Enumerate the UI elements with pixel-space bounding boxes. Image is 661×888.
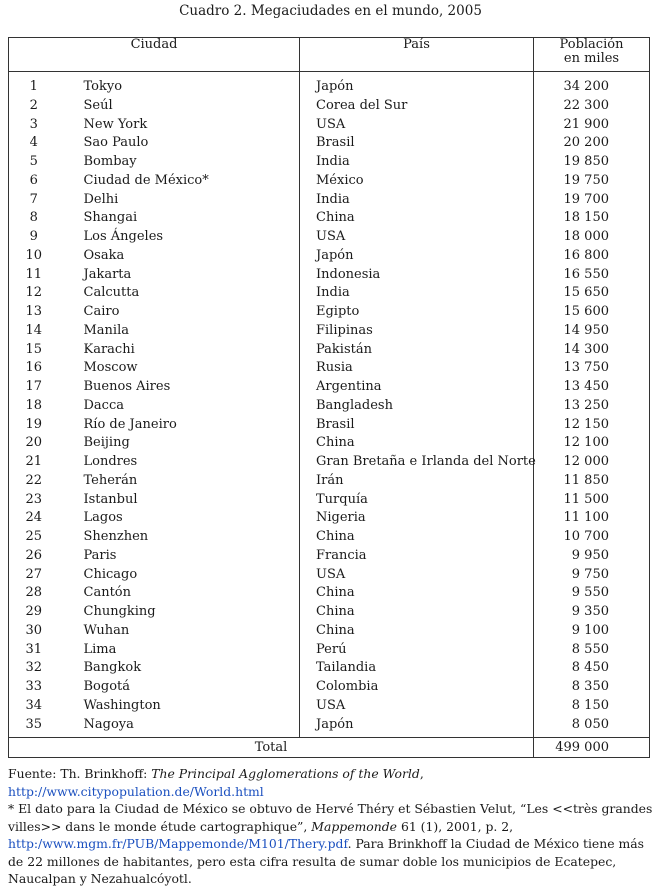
city-cell: Tokyo [83,79,123,94]
table-row [9,697,650,716]
population-cell: 9 750 [534,566,650,585]
city-cell: Beijing [83,435,130,451]
column-header-country: País [300,38,534,72]
city-cell: Wuhan [83,622,130,638]
city-cell: Londres [83,454,138,469]
city-cell: Karachi [83,341,135,357]
rank-cell: 30 [9,622,73,641]
population-cell: 8 550 [534,641,650,660]
population-cell: 15 600 [534,303,650,322]
note-text-1: * El dato para la Ciudad de México se obtuvo de Hervé Théry et Sébastien Velut, “Les <<très grandes villes>> dans le monde étude cartographique”, [8,801,653,834]
country-cell: Perú [300,641,534,660]
total-label: Total [9,738,534,758]
city-cell: Buenos Aires [83,379,171,394]
population-cell: 18 150 [534,209,650,228]
table-row [9,397,650,416]
country-cell: USA [300,228,534,247]
source-prefix: Fuente: Th. Brinkhoff: [8,766,152,781]
rank-cell: 32 [9,659,73,678]
population-cell: 19 750 [534,172,650,191]
table-row [9,209,650,228]
rank-cell: 21 [9,453,73,472]
population-cell: 9 550 [534,584,650,603]
table-row [9,434,650,453]
country-cell: USA [300,116,534,135]
rank-cell: 5 [9,153,73,172]
population-cell: 12 150 [534,416,650,435]
table-row [9,172,650,191]
country-cell: Pakistán [300,341,534,360]
table-row [9,247,650,266]
rank-cell: 11 [9,266,73,285]
country-cell: Egipto [300,303,534,322]
rank-cell: 34 [9,697,73,716]
rank-cell: 28 [9,584,73,603]
population-cell: 8 050 [534,716,650,738]
city-cell: Shenzhen [83,529,149,544]
source-note [8,765,653,800]
total-row [9,738,650,758]
population-cell: 19 850 [534,153,650,172]
table-row [9,303,650,322]
table-row [9,97,650,116]
rank-cell: 18 [9,397,73,416]
rank-cell: 25 [9,528,73,547]
table-row [9,134,650,153]
country-cell: Turquía [300,491,534,510]
population-cell: 19 700 [534,191,650,210]
population-cell: 21 900 [534,116,650,135]
table-row [9,378,650,397]
population-cell: 16 550 [534,266,650,285]
population-cell: 13 250 [534,397,650,416]
table-row [9,284,650,303]
column-header-city: Ciudad [9,38,300,72]
country-cell: Filipinas [300,322,534,341]
population-cell: 12 100 [534,434,650,453]
city-cell: Seúl [83,97,113,113]
country-cell: China [300,434,534,453]
population-cell: 18 000 [534,228,650,247]
city-cell: Teherán [83,472,138,488]
header-row [9,38,650,72]
table-row [9,416,650,435]
population-cell: 12 000 [534,453,650,472]
rank-cell: 3 [9,116,73,135]
population-cell: 9 100 [534,622,650,641]
country-cell: China [300,584,534,603]
country-cell: Gran Bretaña e Irlanda del Norte [300,453,534,472]
table-row [9,622,650,641]
country-cell: Rusia [300,359,534,378]
table-row [9,659,650,678]
population-cell: 8 150 [534,697,650,716]
table-row [9,491,650,510]
rank-cell: 33 [9,678,73,697]
city-cell: Shangai [83,210,138,226]
table-row [9,341,650,360]
rank-cell: 26 [9,547,73,566]
rank-cell: 29 [9,603,73,622]
population-cell: 8 450 [534,659,650,678]
table-row [9,453,650,472]
table-row [9,528,650,547]
population-cell: 11 500 [534,491,650,510]
city-cell: Los Ángeles [83,229,164,244]
total-value: 499 000 [534,738,650,758]
country-cell: Japón [300,72,534,97]
country-cell: Bangladesh [300,397,534,416]
rank-cell: 24 [9,509,73,528]
population-cell: 14 950 [534,322,650,341]
note-link[interactable]: http:/www.mgm.fr/PUB/Mappemonde/M101/Thery.pdf [8,836,348,851]
rank-cell: 31 [9,641,73,660]
population-cell: 10 700 [534,528,650,547]
table-row [9,228,650,247]
city-cell: Nagoya [83,716,134,732]
table-row [9,603,650,622]
country-cell: China [300,603,534,622]
country-cell: Nigeria [300,509,534,528]
rank-cell: 8 [9,209,73,228]
population-cell: 22 300 [534,97,650,116]
population-header-line2: en miles [563,51,620,66]
city-cell: Sao Paulo [83,135,149,151]
city-cell: Delhi [83,191,119,207]
table-row [9,322,650,341]
country-cell: USA [300,566,534,585]
column-header-population [534,38,650,72]
city-cell: Bogotá [83,679,131,694]
table-row [9,547,650,566]
country-cell: Irán [300,472,534,491]
city-cell: Bombay [83,154,137,169]
rank-cell: 13 [9,303,73,322]
city-cell: Osaka [83,247,125,263]
rank-cell: 16 [9,359,73,378]
city-cell: Cantón [83,585,131,601]
population-cell: 11 850 [534,472,650,491]
country-cell: Colombia [300,678,534,697]
population-cell: 9 950 [534,547,650,566]
country-cell: Tailandia [300,659,534,678]
table-title: Cuadro 2. Megaciudades en el mundo, 2005 [179,3,482,19]
rank-cell: 14 [9,322,73,341]
population-header-line1: Población [559,37,624,52]
country-cell: Japón [300,247,534,266]
population-cell: 34 200 [534,72,650,97]
city-cell: Washington [83,697,161,713]
country-cell: Argentina [300,378,534,397]
rank-cell: 1 [9,72,73,97]
country-cell: Japón [300,716,534,738]
rank-cell: 9 [9,228,73,247]
country-cell: India [300,284,534,303]
city-cell: Lagos [83,510,123,526]
country-cell: China [300,622,534,641]
population-cell: 15 650 [534,284,650,303]
rank-cell: 23 [9,491,73,510]
table-row [9,153,650,172]
country-cell: India [300,191,534,210]
city-cell: Chungking [83,604,156,619]
country-cell: Brasil [300,416,534,435]
city-cell: New York [83,116,148,132]
population-cell: 8 350 [534,678,650,697]
city-cell: Manila [83,322,129,338]
rank-cell: 19 [9,416,73,435]
table-row [9,116,650,135]
rank-cell: 35 [9,716,73,738]
table-row [9,359,650,378]
population-cell: 11 100 [534,509,650,528]
table-row [9,266,650,285]
country-cell: Indonesia [300,266,534,285]
table-row [9,566,650,585]
population-cell: 9 350 [534,603,650,622]
rank-cell: 27 [9,566,73,585]
population-cell: 14 300 [534,341,650,360]
country-cell: China [300,528,534,547]
city-cell: Lima [83,641,117,657]
table-row [9,509,650,528]
megacities-table [8,37,650,758]
source-work: The Principal Agglomerations of the World [151,766,420,781]
source-link[interactable]: http://www.citypopulation.de/World.html [8,783,264,799]
city-cell: Cairo [83,304,120,319]
city-cell: Istanbul [83,491,138,507]
rank-cell: 22 [9,472,73,491]
rank-cell: 17 [9,378,73,397]
country-cell: Corea del Sur [300,97,534,116]
city-cell: Bangkok [83,660,142,676]
city-cell: Dacca [83,397,124,413]
table-row [9,678,650,697]
country-cell: Brasil [300,134,534,153]
city-cell: Río de Janeiro [83,416,177,432]
footnotes [8,765,653,888]
table-row [9,191,650,210]
rank-cell: 12 [9,284,73,303]
note-journal: Mappemonde [311,818,397,834]
asterisk-note [8,800,653,888]
rank-cell: 15 [9,341,73,360]
note-text-3: . Para Brinkhoff la Ciudad de México tiene más de 22 millones de habitantes, pero esta cifra resulta de sumar doble los municipios de Ecatepec, Naucalpan y Nezahualcóyotl. [8,836,644,886]
city-cell: Paris [83,547,117,563]
table-body [9,72,650,738]
population-cell: 13 750 [534,359,650,378]
country-cell: USA [300,697,534,716]
country-cell: México [300,172,534,191]
city-cell: Ciudad de México* [83,172,209,188]
rank-cell: 20 [9,434,73,453]
source-sep: , [419,766,424,781]
table-row [9,641,650,660]
rank-cell: 2 [9,97,73,116]
table-row [9,72,650,97]
rank-cell: 10 [9,247,73,266]
country-cell: China [300,209,534,228]
city-cell: Moscow [83,360,138,376]
population-cell: 16 800 [534,247,650,266]
rank-cell: 7 [9,191,73,210]
city-cell: Jakarta [83,266,132,282]
table-row [9,472,650,491]
population-cell: 20 200 [534,134,650,153]
rank-cell: 4 [9,134,73,153]
city-cell: Chicago [83,566,138,582]
country-cell: India [300,153,534,172]
table-row [9,716,650,738]
country-cell: Francia [300,547,534,566]
note-text-2: 61 (1), 2001, p. 2, [397,818,514,834]
rank-cell: 6 [9,172,73,191]
table-row [9,584,650,603]
population-cell: 13 450 [534,378,650,397]
city-cell: Calcutta [83,285,140,301]
